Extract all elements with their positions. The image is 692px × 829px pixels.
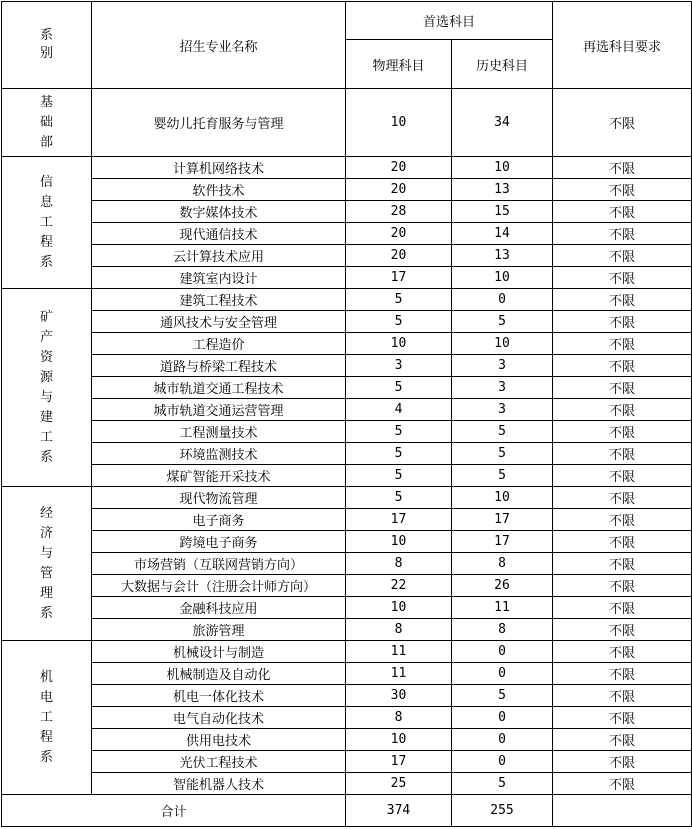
history-quota-cell: 13 [452,179,553,201]
physics-quota-cell: 11 [346,641,452,663]
history-quota-cell: 5 [452,443,553,465]
major-name-cell: 市场营销（互联网营销方向） [92,553,346,575]
history-quota-cell: 5 [452,311,553,333]
physics-quota-cell: 4 [346,399,452,421]
table-row [2,641,692,663]
history-quota-cell: 5 [452,685,553,707]
dept-column-header: 系 别 [2,2,92,89]
table-row [2,729,692,751]
major-name-cell: 机电一体化技术 [92,685,346,707]
table-row [2,531,692,553]
history-quota-cell: 11 [452,597,553,619]
major-name-cell: 电子商务 [92,509,346,531]
reselect-requirement-cell: 不限 [553,553,692,575]
table-row [2,245,692,267]
major-name-cell: 婴幼儿托育服务与管理 [92,89,346,157]
reselect-requirement-cell: 不限 [553,201,692,223]
major-name-cell: 煤矿智能开采技术 [92,465,346,487]
table-row [2,377,692,399]
major-name-cell: 电气自动化技术 [92,707,346,729]
history-quota-cell: 13 [452,245,553,267]
physics-quota-cell: 5 [346,487,452,509]
physics-quota-cell: 20 [346,245,452,267]
reselect-requirement-cell: 不限 [553,729,692,751]
reselect-requirement-cell: 不限 [553,245,692,267]
reselect-requirement-cell: 不限 [553,751,692,773]
physics-quota-cell: 5 [346,289,452,311]
table-row [2,553,692,575]
history-quota-cell: 0 [452,663,553,685]
history-quota-cell: 10 [452,487,553,509]
history-quota-cell: 0 [452,641,553,663]
reselect-requirement-cell: 不限 [553,575,692,597]
major-name-cell: 云计算技术应用 [92,245,346,267]
major-name-cell: 旅游管理 [92,619,346,641]
history-quota-cell: 10 [452,267,553,289]
history-quota-cell: 17 [452,509,553,531]
table-row [2,443,692,465]
physics-quota-cell: 5 [346,377,452,399]
reselect-requirement-cell: 不限 [553,179,692,201]
department-cell: 机 电 工 程 系 [2,641,92,795]
reselect-requirement-cell: 不限 [553,311,692,333]
physics-quota-cell: 5 [346,443,452,465]
reselect-requirement-cell: 不限 [553,465,692,487]
reselect-requirement-cell: 不限 [553,773,692,795]
header-row-1 [2,2,692,40]
physics-quota-cell: 5 [346,421,452,443]
major-name-cell: 供用电技术 [92,729,346,751]
reselect-requirement-cell: 不限 [553,487,692,509]
table-row [2,663,692,685]
total-requirement [553,795,692,827]
major-name-cell: 金融科技应用 [92,597,346,619]
physics-quota-cell: 20 [346,223,452,245]
table-row [2,267,692,289]
history-quota-cell: 0 [452,707,553,729]
physics-quota-cell: 22 [346,575,452,597]
history-quota-cell: 8 [452,553,553,575]
reselect-requirement-cell: 不限 [553,509,692,531]
major-name-cell: 工程造价 [92,333,346,355]
physics-quota-cell: 17 [346,509,452,531]
history-quota-cell: 3 [452,377,553,399]
major-name-cell: 城市轨道交通工程技术 [92,377,346,399]
table-row [2,487,692,509]
reselect-requirement-cell: 不限 [553,685,692,707]
department-cell: 矿 产 资 源 与 建 工 系 [2,289,92,487]
total-row [2,795,692,827]
major-name-cell: 建筑室内设计 [92,267,346,289]
reselect-requirement-cell: 不限 [553,333,692,355]
table-row [2,333,692,355]
enrollment-quota-table [1,1,692,827]
physics-quota-cell: 11 [346,663,452,685]
table-row [2,707,692,729]
department-cell: 信 息 工 程 系 [2,157,92,289]
history-quota-cell: 26 [452,575,553,597]
physics-quota-cell: 25 [346,773,452,795]
physics-quota-cell: 30 [346,685,452,707]
history-quota-cell: 3 [452,355,553,377]
major-name-cell: 建筑工程技术 [92,289,346,311]
major-name-cell: 机械制造及自动化 [92,663,346,685]
major-name-cell: 环境监测技术 [92,443,346,465]
table-row [2,89,692,157]
history-quota-cell: 10 [452,333,553,355]
total-label: 合计 [2,795,346,827]
table-row [2,773,692,795]
major-name-cell: 机械设计与制造 [92,641,346,663]
reselect-requirement-cell: 不限 [553,267,692,289]
reselect-requirement-cell: 不限 [553,289,692,311]
major-name-cell: 计算机网络技术 [92,157,346,179]
table-row [2,685,692,707]
department-cell: 基 础 部 [2,89,92,157]
table-row [2,355,692,377]
major-name-cell: 工程测量技术 [92,421,346,443]
reselect-requirement-cell: 不限 [553,641,692,663]
physics-quota-cell: 8 [346,619,452,641]
history-quota-cell: 17 [452,531,553,553]
table-row [2,509,692,531]
history-quota-cell: 3 [452,399,553,421]
history-quota-cell: 5 [452,421,553,443]
physics-quota-cell: 10 [346,531,452,553]
major-name-cell: 现代物流管理 [92,487,346,509]
reselect-requirement-cell: 不限 [553,223,692,245]
history-quota-cell: 10 [452,157,553,179]
physics-quota-cell: 10 [346,597,452,619]
table-row [2,619,692,641]
major-name-cell: 通风技术与安全管理 [92,311,346,333]
total-physics: 374 [346,795,452,827]
reselect-requirement-cell: 不限 [553,421,692,443]
history-quota-cell: 15 [452,201,553,223]
reselect-requirement-cell: 不限 [553,707,692,729]
physics-quota-cell: 8 [346,553,452,575]
major-name-cell: 大数据与会计（注册会计师方向） [92,575,346,597]
history-quota-cell: 8 [452,619,553,641]
table-row [2,421,692,443]
major-name-cell: 城市轨道交通运营管理 [92,399,346,421]
major-name-cell: 数字媒体技术 [92,201,346,223]
table-row [2,179,692,201]
major-name-cell: 现代通信技术 [92,223,346,245]
table-row [2,223,692,245]
physics-quota-cell: 10 [346,729,452,751]
table-row [2,157,692,179]
history-quota-cell: 5 [452,773,553,795]
major-name-cell: 软件技术 [92,179,346,201]
reselect-requirement-cell: 不限 [553,377,692,399]
table-row [2,201,692,223]
reselect-requirement-cell: 不限 [553,531,692,553]
table-row [2,289,692,311]
physics-quota-cell: 17 [346,751,452,773]
reselect-requirement-cell: 不限 [553,157,692,179]
major-name-cell: 智能机器人技术 [92,773,346,795]
history-quota-cell: 0 [452,751,553,773]
physics-quota-cell: 28 [346,201,452,223]
history-column-header: 历史科目 [452,40,553,89]
history-quota-cell: 5 [452,465,553,487]
physics-quota-cell: 5 [346,311,452,333]
table-row [2,311,692,333]
physics-quota-cell: 8 [346,707,452,729]
major-name-cell: 跨境电子商务 [92,531,346,553]
reselect-requirement-header: 再选科目要求 [553,2,692,89]
history-quota-cell: 0 [452,289,553,311]
total-history: 255 [452,795,553,827]
table-row [2,597,692,619]
history-quota-cell: 0 [452,729,553,751]
reselect-requirement-cell: 不限 [553,619,692,641]
major-column-header: 招生专业名称 [92,2,346,89]
reselect-requirement-cell: 不限 [553,355,692,377]
first-choice-header: 首选科目 [346,2,553,40]
physics-quota-cell: 5 [346,465,452,487]
major-name-cell: 道路与桥梁工程技术 [92,355,346,377]
reselect-requirement-cell: 不限 [553,89,692,157]
reselect-requirement-cell: 不限 [553,663,692,685]
history-quota-cell: 14 [452,223,553,245]
table-row [2,399,692,421]
department-cell: 经 济 与 管 理 系 [2,487,92,641]
physics-quota-cell: 3 [346,355,452,377]
reselect-requirement-cell: 不限 [553,443,692,465]
table-row [2,465,692,487]
table-row [2,575,692,597]
reselect-requirement-cell: 不限 [553,399,692,421]
physics-quota-cell: 10 [346,333,452,355]
physics-quota-cell: 20 [346,179,452,201]
physics-quota-cell: 17 [346,267,452,289]
history-quota-cell: 34 [452,89,553,157]
physics-quota-cell: 20 [346,157,452,179]
table-row [2,751,692,773]
physics-quota-cell: 10 [346,89,452,157]
major-name-cell: 光伏工程技术 [92,751,346,773]
reselect-requirement-cell: 不限 [553,597,692,619]
physics-column-header: 物理科目 [346,40,452,89]
